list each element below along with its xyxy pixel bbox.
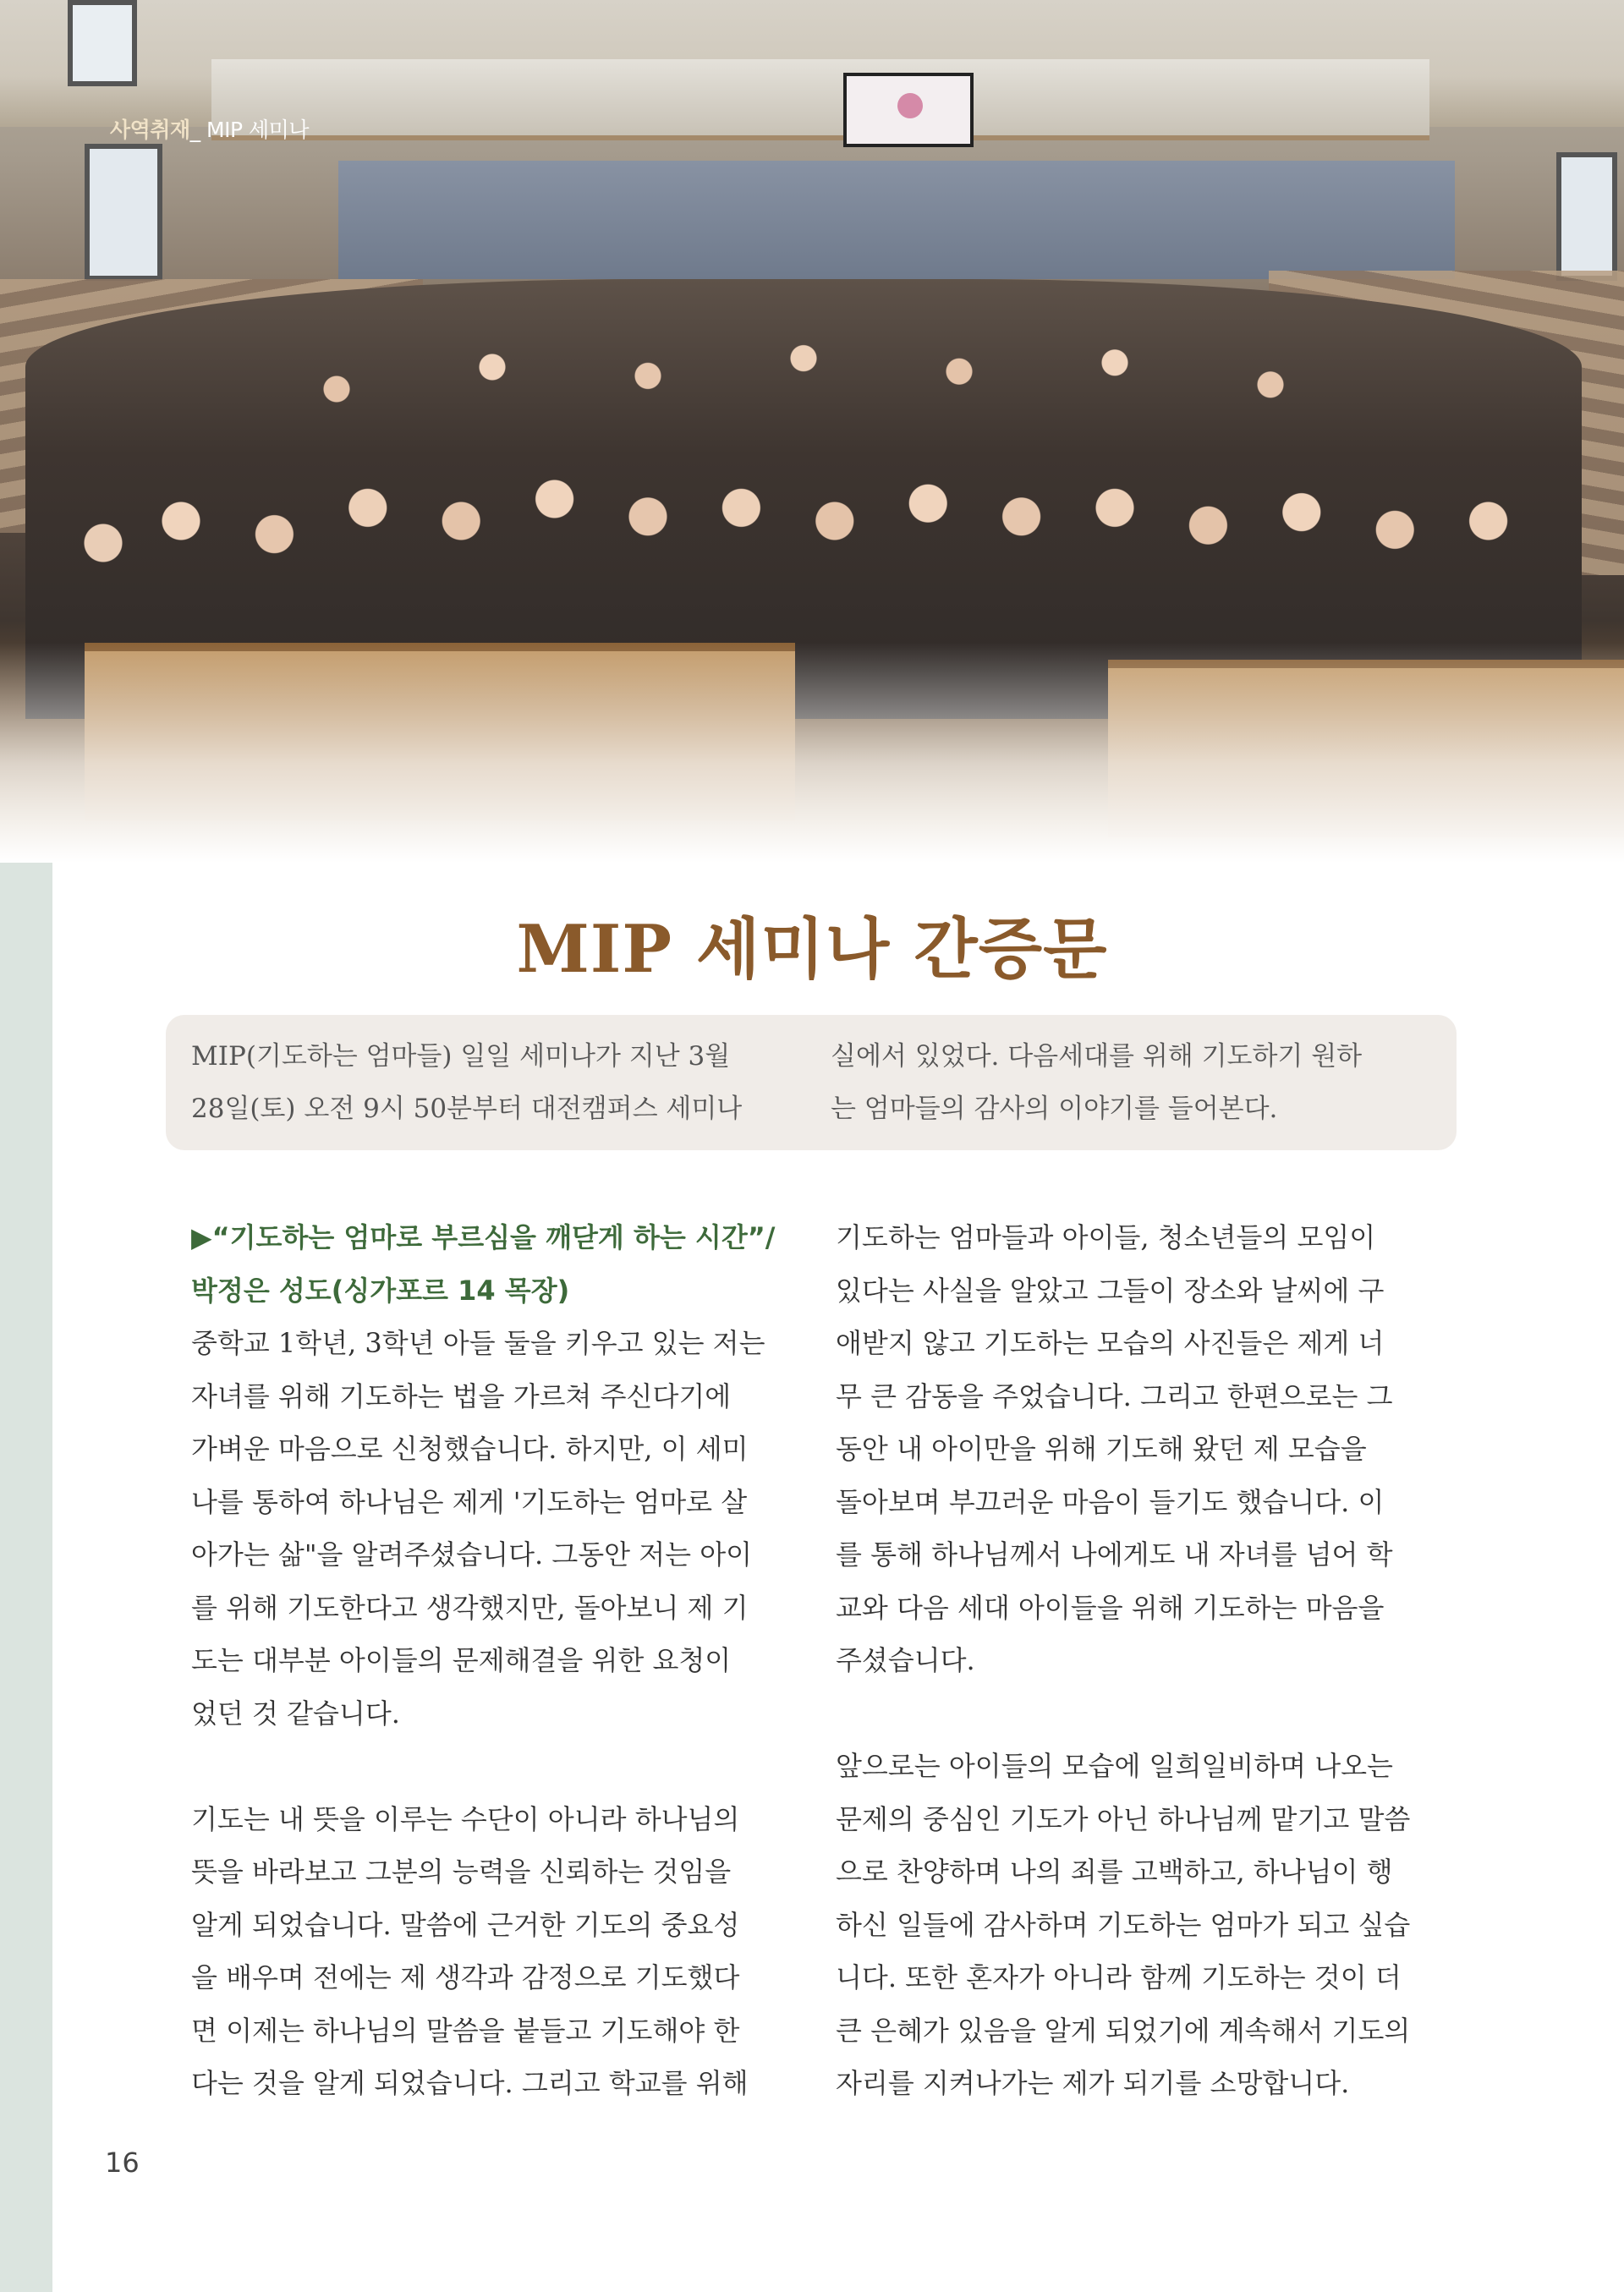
body-line: 앞으로는 아이들의 모습에 일희일비하며 나오는 [836,1750,1393,1782]
article-title: MIP 세미나 간증문 [516,911,1108,988]
body-line: 뜻을 바라보고 그분의 능력을 신뢰하는 것임을 [191,1856,732,1888]
body-line: 었던 것 같습니다. [191,1697,400,1730]
body-line: 을 배우며 전에는 제 생각과 감정으로 기도했다 [191,1961,740,1993]
body-line: 자녀를 위해 기도하는 법을 가르쳐 주신다기에 [191,1379,732,1412]
testimony-heading: ▶“기도하는 엄마로 부르심을 깨닫게 하는 시간”/ [191,1221,776,1253]
section-label-rest: _ MIP 세미나 [189,118,309,142]
body-line: 돌아보며 부끄러운 마음이 들기도 했습니다. 이 [836,1485,1385,1518]
section-label [110,113,309,144]
body-line: 교와 다음 세대 아이들을 위해 기도하는 마음을 [836,1591,1385,1624]
body-line: 있다는 사실을 알았고 그들이 장소와 날씨에 구 [836,1274,1385,1307]
body-line: 가벼운 마음으로 신청했습니다. 하지만, 이 세미 [191,1433,749,1465]
intro-line: 28일(토) 오전 9시 50분부터 대전캠퍼스 세미나 [191,1094,743,1124]
body-line: 애받지 않고 기도하는 모습의 사진들은 제게 너 [836,1327,1385,1359]
body-line: 니다. 또한 혼자가 아니라 함께 기도하는 것이 더 [836,1961,1402,1993]
body-line: 도는 대부분 아이들의 문제해결을 위한 요청이 [191,1644,732,1676]
body-line: 큰 은혜가 있음을 알게 되었기에 계속해서 기도의 [836,2014,1411,2047]
body-line: 를 통해 하나님께서 나에게도 내 자녀를 넘어 학 [836,1538,1393,1571]
body-line: 나를 통하여 하나님은 제게 '기도하는 엄마로 살 [191,1485,748,1518]
page-number: 16 [105,2147,140,2179]
article-left-column [191,1211,788,2110]
body-line: 다는 것을 알게 되었습니다. 그리고 학교를 위해 [191,2067,749,2099]
body-line: 무 큰 감동을 주었습니다. 그리고 한편으로는 그 [836,1379,1393,1412]
body-line: 알게 되었습니다. 말씀에 근거한 기도의 중요성 [191,1908,740,1941]
intro-line: 실에서 있었다. 다음세대를 위해 기도하기 원하 [831,1041,1363,1072]
body-line: 으로 찬양하며 나의 죄를 고백하고, 하나님이 행 [836,1856,1393,1888]
body-line: 를 위해 기도한다고 생각했지만, 돌아보니 제 기 [191,1591,749,1624]
body-line: 아가는 삶"을 알려주셨습니다. 그동안 저는 아이 [191,1538,753,1571]
body-line: 기도하는 엄마들과 아이들, 청소년들의 모임이 [836,1221,1376,1253]
article-right-column [836,1211,1436,2110]
section-label-lead: 사역취재 [110,118,190,142]
body-line: 기도는 내 뜻을 이루는 수단이 아니라 하나님의 [191,1802,740,1835]
body-line: 자리를 지켜나가는 제가 되기를 소망합니다. [836,2067,1350,2099]
body-line: 동안 내 아이만을 위해 기도해 왔던 제 모습을 [836,1433,1367,1465]
body-line: 중학교 1학년, 3학년 아들 둘을 키우고 있는 저는 [191,1327,765,1359]
body-line: 면 이제는 하나님의 말씀을 붙들고 기도해야 한 [191,2014,740,2047]
intro-line: MIP(기도하는 엄마들) 일일 세미나가 지난 3월 [191,1041,731,1072]
testimony-author: 박정은 성도(싱가포르 14 목장) [191,1274,570,1307]
body-line: 문제의 중심인 기도가 아닌 하나님께 맡기고 말씀 [836,1802,1411,1835]
body-line: 하신 일들에 감사하며 기도하는 엄마가 되고 싶습 [836,1908,1411,1941]
intro-line: 는 엄마들의 감사의 이야기를 들어본다. [831,1094,1278,1124]
projection-screen [843,73,974,147]
intro-right [831,1030,1433,1135]
body-line: 주셨습니다. [836,1644,975,1676]
intro-left [191,1030,783,1135]
intro-box [166,1015,1457,1150]
